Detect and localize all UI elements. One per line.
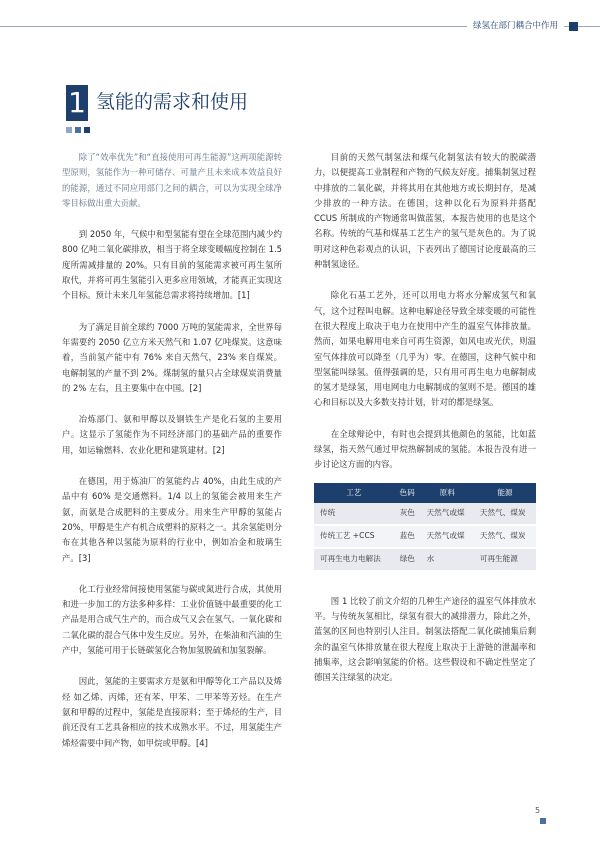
table-cell: 天然气、煤炭 <box>474 503 536 525</box>
table-row <box>314 503 536 525</box>
paragraph: 因此，氢能的主要需求方是氨和甲醇等化工产品以及烯烃 如乙烯、丙烯，还有苯、甲苯、二甲苯等芳烃。在生产氨和甲醇的过程中，氢能是直接原料；至于烯烃的生产，目前还没有工艺具备相应的技术成熟水平。不过，用氢能生产烯烃需要中间产物，如甲烷或甲醇。[4] <box>62 676 282 748</box>
dot-light-icon <box>66 127 72 133</box>
paragraph: 化工行业经常间接使用氢能与碳或氮进行合成，其使用和进一步加工的方法多种多样：工业价值链中最重要的化工产品是用合成气生产的，而合成气又会在氢气、一氧化碳和二氧化碳的混合气体中发生反应。另外，在柴油和汽油的生产中，氢能可用于长链碳氢化合物加氢脱硫和加氢裂解。 <box>62 583 282 656</box>
paragraph: 目前的天然气制氢法和煤气化制氢法有较大的脱碳潜力，以便提高工业制程和产物的气候友好度。捕集制氢过程中排放的二氧化碳，并将其用在其他地方或长期封存，是减少排放的一种方法。在德国，这种以化石为原料并搭配 CCUS 所制成的产物通常叫做蓝氢，本报告使用的也是这个名称。传统的气基和煤基工艺生产的氢气是灰色的。为了说明对这种色彩观点的认识，下表列出了德国讨论度最高的三种制氢途径。 <box>314 152 536 270</box>
page-number: 5 <box>535 806 541 815</box>
footer-square-icon <box>540 818 546 824</box>
table-header-cell: 原料 <box>421 483 474 503</box>
table-cell: 可再生能源 <box>474 548 536 571</box>
header-title: 绿氢在部门耦合中作用 <box>467 21 564 32</box>
table-cell: 天然气、煤炭 <box>474 525 536 548</box>
paragraph: 在全球辩论中，有时也会提到其他颜色的氢能，比如蓝绿氢，指天然气通过甲烷热解制成的氢能。本报告没有进一步讨论这方面的内容。 <box>314 428 536 470</box>
table-header-cell: 工艺 <box>314 483 394 503</box>
left-column <box>62 150 282 767</box>
table-cell: 可再生电力电解法 <box>314 548 394 571</box>
table-cell: 水 <box>421 548 474 571</box>
table-row <box>314 548 536 571</box>
paragraph: 除化石基工艺外，还可以用电力将水分解成氢气和氧气，这个过程叫电解。这种电解途径导致全球变暖的可能性在很大程度上取决于电力在使用中产生的温室气体排放量。然而，如果电解用电来自可再生资源，如风电或光伏，则温室气体排放可以降至（几乎为）零。在德国，这种气候中和型氢能叫绿氢。值得强调的是，只有用可再生电力电解制成的氢才是绿氢，用电网电力电解制成的氢则不是。德国的雄心和目标以及大多数支持计划，针对的都是绿氢。 <box>314 290 536 408</box>
paragraph: 为了满足目前全球约 7000 万吨的氢能需求，全世界每年需要约 2050 亿立方米天然气和 1.07 亿吨煤炭。这意味着，当前氢产能中有 76% 来自天然气，23% 来自煤炭。电解制氢的产量不到 2%。煤制氢的量只占全球煤炭消费量的 2% 左右，且主要集中在中国。[2] <box>62 321 282 393</box>
table-cell: 传统 <box>314 503 394 525</box>
header-square-icon <box>569 22 578 31</box>
paragraph: 图 1 比较了前文介绍的几种生产途径的温室气体排放水平。与传统灰氢相比，绿氢有很大的减排潜力，除此之外，蓝氢的区间也特别引人注目。制氢法搭配二氧化碳捕集后剩余的温室气体排放量在很大程度上取决于上游链的泄漏率和捕集率，这会影响氢能的价格。这些假设和不确定性坚定了德国关注绿氢的决定。 <box>314 595 536 683</box>
dot-mid-icon <box>75 127 81 133</box>
dot-dark-icon <box>84 127 90 133</box>
table-cell: 天然气或煤 <box>421 525 474 548</box>
page-header <box>0 0 600 44</box>
intro-paragraph: 除了“效率优先”和“直接使用可再生能源”这两项能源转型原则，氢能作为一种可储存、可量产且未来成本效益良好的能源，通过不同应用部门之间的耦合，可以为实现全球净零目标做出重大贡献。 <box>62 152 282 208</box>
paragraph: 在德国，用于炼油厂的氢能约占 40%，由此生成的产品中有 60% 是交通燃料。1/4 以上的氢能会被用来生产氨，而氨是合成肥料的主要成分。用来生产甲醇的氢能占 20%，甲醇是生产有机合成塑料的原料之一。其余氢能则分布在其他各种以氢能为原料的行业中，例如冶金和玻璃生产。[3] <box>62 476 282 563</box>
table-row <box>314 525 536 548</box>
chapter-title: 氢能的需求和使用 <box>96 91 249 113</box>
table-header-cell: 能源 <box>474 483 536 503</box>
hydrogen-process-table <box>314 483 536 572</box>
paragraph: 冶炼部门、氨和甲醇以及钢铁生产是化石氢的主要用户。这显示了氢能作为不同经济部门的基础产品的重要作用，如运输燃料、农业化肥和建筑建材。[2] <box>62 414 282 455</box>
right-column <box>314 150 536 701</box>
table-cell: 天然气或煤 <box>421 503 474 525</box>
table-header-cell: 色码 <box>394 483 421 503</box>
table-cell: 绿色 <box>394 548 421 571</box>
table-cell: 蓝色 <box>394 525 421 548</box>
paragraph: 到 2050 年，气候中和型氢能有望在全球范围内减少约 800 亿吨二氧化碳排放，相当于将全球变暖幅度控制在 1.5 度所需减排量的 20%。只有目前的氢能需求被可再生氢所取代，并将可再生氢能引入更多应用领域，才能真正实现这个目标。预计未来几年氢能总需求将持续增加。[1] <box>62 229 282 301</box>
chapter-number: 1 <box>66 85 88 121</box>
table-cell: 灰色 <box>394 503 421 525</box>
table-cell: 传统工艺 +CCS <box>314 525 394 548</box>
table-header-row <box>314 483 536 503</box>
chapter-dots <box>66 127 90 133</box>
